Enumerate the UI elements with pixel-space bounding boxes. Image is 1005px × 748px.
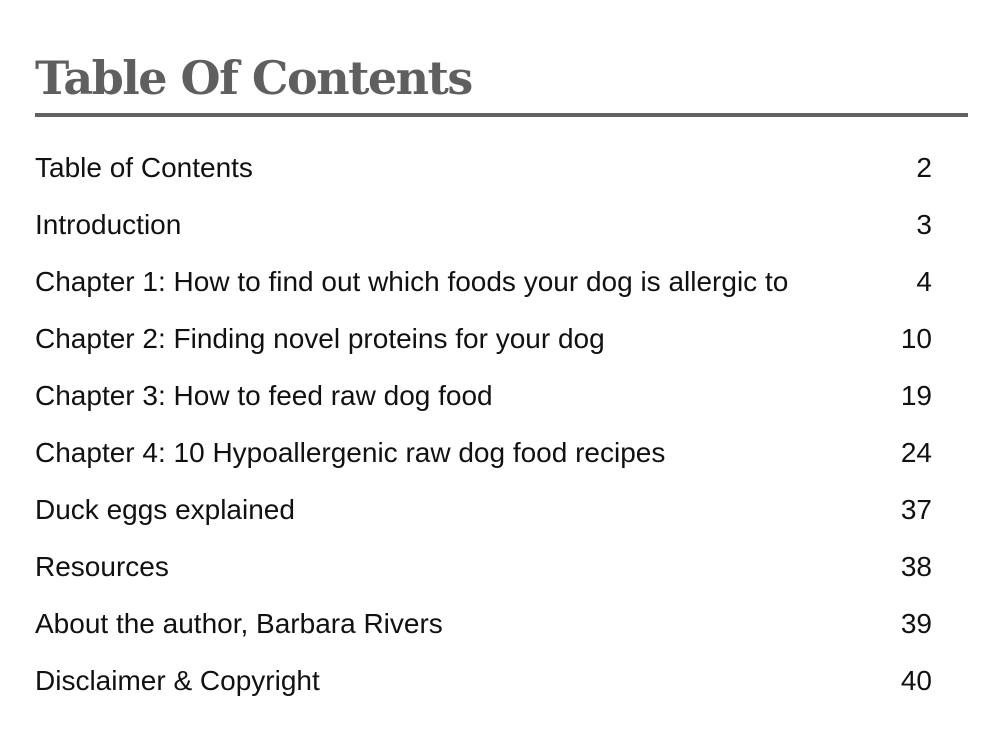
table-of-contents [35, 139, 932, 709]
toc-entry-label: About the author, Barbara Rivers [35, 607, 443, 639]
title-divider [35, 113, 968, 117]
toc-entry-page-number: 2 [916, 151, 932, 183]
toc-entry-label: Introduction [35, 208, 182, 240]
page-title: Table Of Contents [35, 51, 472, 105]
toc-entry-label: Duck eggs explained [35, 493, 295, 525]
toc-entry-label: Chapter 3: How to feed raw dog food [35, 379, 493, 411]
toc-entry-page-number: 39 [900, 607, 932, 639]
toc-entry[interactable] [35, 253, 932, 310]
toc-entry[interactable] [35, 196, 932, 253]
toc-entry-label: Chapter 1: How to find out which foods your dog is allergic to [35, 265, 789, 297]
toc-entry[interactable] [35, 139, 932, 196]
toc-entry-page-number: 24 [900, 436, 932, 468]
toc-entry-label: Resources [35, 550, 169, 582]
toc-entry-page-number: 19 [900, 379, 932, 411]
toc-entry-page-number: 40 [900, 664, 932, 696]
toc-entry[interactable] [35, 595, 932, 652]
toc-entry-page-number: 10 [900, 322, 932, 354]
toc-entry[interactable] [35, 367, 932, 424]
toc-entry-label: Disclaimer & Copyright [35, 664, 320, 696]
toc-entry[interactable] [35, 424, 932, 481]
toc-entry[interactable] [35, 310, 932, 367]
toc-entry-label: Chapter 2: Finding novel proteins for your dog [35, 322, 605, 354]
toc-entry[interactable] [35, 652, 932, 709]
toc-entry-label: Chapter 4: 10 Hypoallergenic raw dog food recipes [35, 436, 666, 468]
toc-entry[interactable] [35, 481, 932, 538]
toc-entry[interactable] [35, 538, 932, 595]
toc-entry-page-number: 38 [900, 550, 932, 582]
toc-entry-page-number: 37 [900, 493, 932, 525]
toc-entry-page-number: 4 [916, 265, 932, 297]
toc-entry-label: Table of Contents [35, 151, 253, 183]
toc-entry-page-number: 3 [916, 208, 932, 240]
